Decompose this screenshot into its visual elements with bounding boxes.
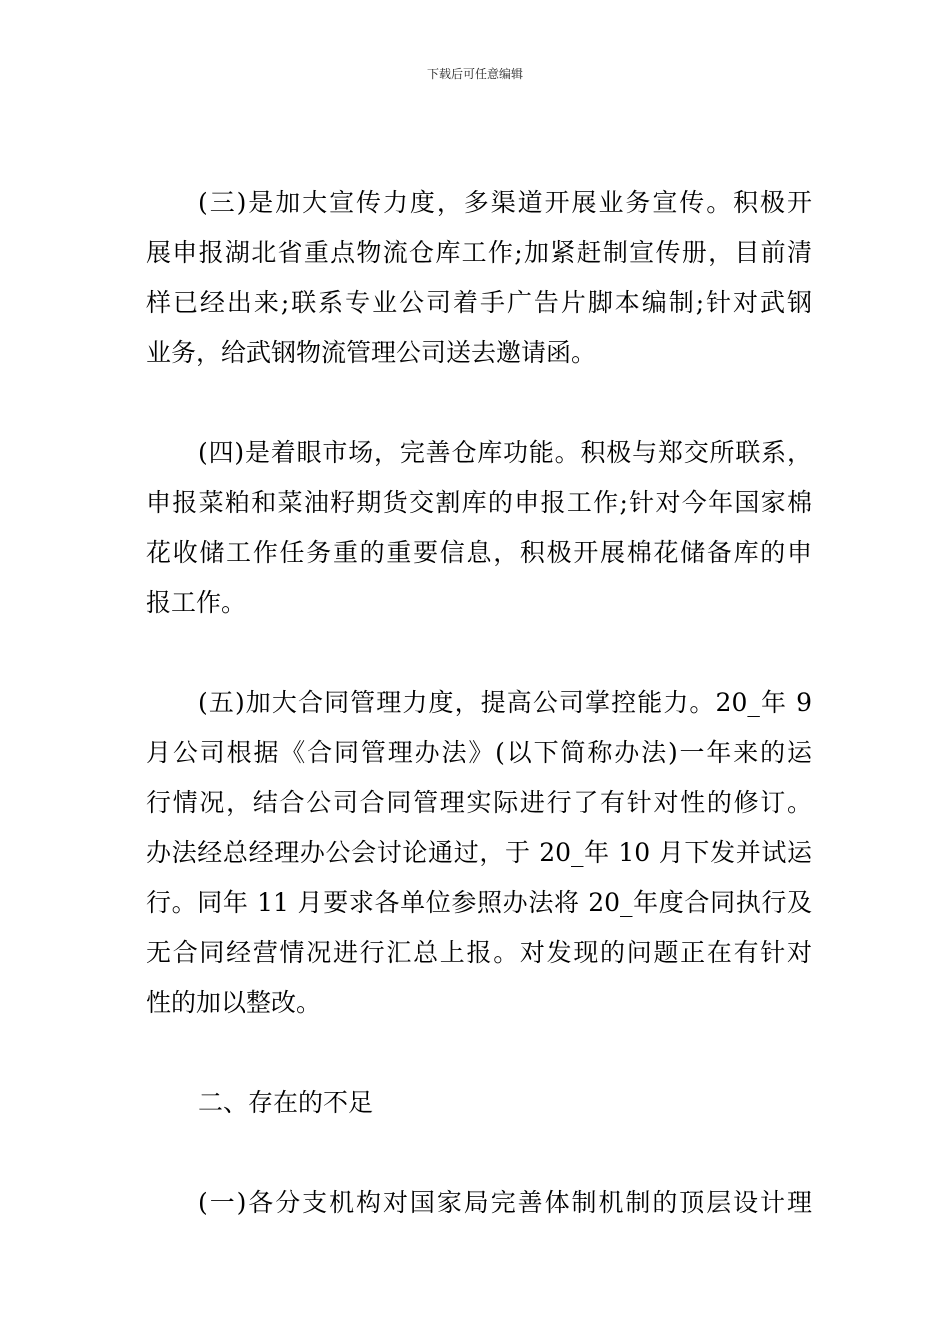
paragraph-line: 业务，给武钢物流管理公司送去邀请函。 [146,338,597,367]
paragraph-line: 行情况，结合公司合同管理实际进行了有针对性的修订。 [146,788,812,817]
paragraph-line: 月公司根据《合同管理办法》(以下简称办法)一年来的运 [146,738,812,767]
paragraph-promotion [146,178,812,378]
paragraph-gap [146,628,812,678]
paragraph-line: 性的加以整改。 [146,988,322,1017]
paragraph-line: 办法经总经理办公会讨论通过，于 20_年 10 月下发并试运 [146,838,812,867]
paragraph-line: (三)是加大宣传力度，多渠道开展业务宣传。积极开 [198,188,812,217]
paragraph-line: 样已经出来;联系专业公司着手广告片脚本编制;针对武钢 [146,288,812,317]
paragraph-line: 展申报湖北省重点物流仓库工作;加紧赶制宣传册，目前清 [146,238,812,267]
paragraph-warehouse [146,428,812,628]
paragraph-line: 花收储工作任务重的重要信息，积极开展棉花储备库的申 [146,538,812,567]
paragraph-line: 无合同经营情况进行汇总上报。对发现的问题正在有针对 [146,938,812,967]
paragraph-line: 申报菜粕和菜油籽期货交割库的申报工作;针对今年国家棉 [146,488,812,517]
paragraph-gap [146,1128,812,1178]
paragraph-gap [146,378,812,428]
paragraph-line: (四)是着眼市场，完善仓库功能。积极与郑交所联系， [198,438,812,467]
document-body [146,178,812,1228]
section-heading-shortcomings [146,1078,812,1128]
paragraph-line: 报工作。 [146,588,247,617]
paragraph-gap [146,1028,812,1078]
paragraph-contract [146,678,812,1028]
paragraph-line: (五)加大合同管理力度，提高公司掌控能力。20_年 9 [198,688,812,717]
paragraph-shortcoming-1 [146,1178,812,1228]
paragraph-line: (一)各分支机构对国家局完善体制机制的顶层设计理 [198,1188,812,1217]
paragraph-line: 行。同年 11 月要求各单位参照办法将 20_年度合同执行及 [146,888,812,917]
section-heading: 二、存在的不足 [198,1088,374,1117]
page-header: 下载后可任意编辑 [426,67,523,81]
